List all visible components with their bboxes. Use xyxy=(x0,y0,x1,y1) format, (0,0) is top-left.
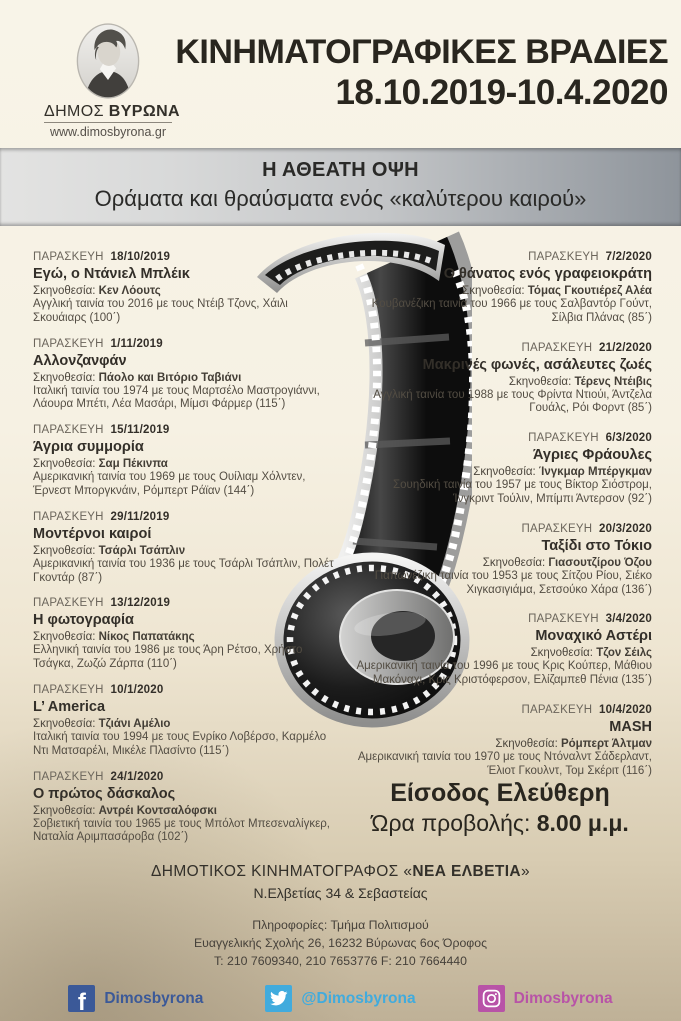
film-day-label: ΠΑΡΑΣΚΕΥΗ xyxy=(521,522,593,535)
twitter-icon[interactable] xyxy=(265,985,292,1012)
contact-phones-line: Τ: 210 7609340, 210 7653776 F: 210 7664440 xyxy=(213,953,467,968)
film-entry xyxy=(350,250,652,326)
poster-title-block xyxy=(175,33,668,113)
film-entry xyxy=(350,612,652,688)
film-description: Ιταλική ταινία του 1974 με τους Μαρτσέλο Μαστρογιάννι, Λάουρα Μπέτι, Λέα Μασάρι, Μίμσι Φάρμερ (115΄) xyxy=(33,384,320,411)
municipality-logo xyxy=(44,22,181,139)
film-date: 10/4/2020 xyxy=(599,703,652,716)
season-title: Η ΑΘΕΑΤΗ ΟΨΗ xyxy=(262,159,419,181)
film-description: Αμερικανική ταινία του 1996 με τους Κρις Κούπερ, Μάθιου Μακόναχι, Κρις Κριστόφερσον, Ελίζαμπεθ Πένια (135΄) xyxy=(356,660,652,687)
film-director-label: Σκηνοθεσία: xyxy=(33,285,96,297)
instagram-handle[interactable]: Dimosbyrona xyxy=(513,989,613,1007)
header xyxy=(0,0,681,148)
film-director: Τζον Σέιλς xyxy=(596,647,652,660)
social-bar xyxy=(0,976,681,1021)
film-director-label: Σκηνοθεσία: xyxy=(33,371,96,384)
facebook-handle[interactable]: Dimosbyrona xyxy=(104,989,204,1007)
film-day-label: ΠΑΡΑΣΚΕΥΗ xyxy=(33,337,104,350)
film-entry xyxy=(33,596,335,672)
film-date: 6/3/2020 xyxy=(605,432,652,445)
film-director: Νίκος Παπατάκης xyxy=(98,631,195,644)
film-title: Μοντέρνοι καιροί xyxy=(33,525,152,542)
film-description: Ελληνική ταινία του 1986 με τους Άρη Ρέτσο, Χρήστο Τσάγκα, Ζωζώ Ζάρπα (110΄) xyxy=(33,644,303,671)
film-entry xyxy=(33,337,335,413)
film-description: Αγγλική ταινία του 1988 με τους Φρίντα Ντιούι, Άντζελα Γουάλς, Ρόι Φορντ (85΄) xyxy=(373,388,652,415)
season-date-range: 18.10.2019-10.4.2020 xyxy=(335,73,668,112)
film-day-label: ΠΑΡΑΣΚΕΥΗ xyxy=(521,703,593,716)
season-band xyxy=(0,148,681,226)
film-director: Αντρέι Κοντσαλόφσκι xyxy=(98,804,217,817)
instagram-icon[interactable] xyxy=(478,985,505,1012)
film-description: Σουηδική ταινία του 1957 με τους Βίκτορ Σιόστρομ, Ίνγκριντ Τούλιν, Μπίμπι Άντερσον (92΄) xyxy=(393,479,652,505)
film-date: 15/11/2019 xyxy=(110,424,170,437)
film-director-label: Σκηνοθεσία: xyxy=(33,544,96,557)
film-director-label: Σκηνοθεσία: xyxy=(33,631,96,644)
film-director: Τζιάνι Αμέλιο xyxy=(98,717,171,730)
social-instagram[interactable] xyxy=(478,985,613,1012)
film-date: 7/2/2020 xyxy=(605,251,652,263)
film-director: Πάολο και Βιτόριο Ταβιάνι xyxy=(98,371,242,384)
film-day-label: ΠΑΡΑΣΚΕΥΗ xyxy=(521,341,593,354)
film-date: 13/12/2019 xyxy=(110,597,171,610)
film-director-label: Σκηνοθεσία: xyxy=(482,556,546,569)
film-director: Ρόμπερτ Άλτμαν xyxy=(560,737,652,750)
film-description: Γιαπωνέζικη ταινία του 1953 με τους Σίτζου Ρίου, Σιέκο Χιγκασιγιάμα, Σετσούκο Χάρα (136΄) xyxy=(374,569,652,596)
film-director: Κεν Λόουτς xyxy=(98,285,161,297)
film-day-label: ΠΑΡΑΣΚΕΥΗ xyxy=(33,683,104,696)
film-description: Αμερικανική ταινία του 1936 με τους Τσάρλι Τσάπλιν, Πολέτ Γκοντάρ (87΄) xyxy=(33,557,334,584)
film-director: Τέρενς Ντέιβις xyxy=(574,375,652,388)
contact-block xyxy=(0,902,681,976)
screening-time-line: Ώρα προβολής: 8.00 μ.μ. xyxy=(371,810,629,836)
film-description: Ιταλική ταινία του 1994 με τους Ενρίκο Λοβέρσο, Καρμέλο Ντι Ματσαρέλι, Μικέλε Πλασίντο (115΄) xyxy=(33,730,327,757)
municipality-website[interactable]: www.dimosbyrona.gr xyxy=(44,122,172,139)
film-description: Κουβανέζικη ταινία του 1966 με τους Σαλβαντόρ Γούντ, Σίλβια Πλάνας (85΄) xyxy=(371,298,652,324)
film-title: Ο θάνατος ενός γραφειοκράτη xyxy=(443,266,652,282)
film-director-label: Σκηνοθεσία: xyxy=(508,375,572,388)
film-director: Τσάρλι Τσάπλιν xyxy=(98,544,186,557)
film-entry xyxy=(33,250,335,326)
film-date: 10/1/2020 xyxy=(110,683,164,696)
film-director-label: Σκηνοθεσία: xyxy=(33,804,96,817)
film-director-label: Σκηνοθεσία: xyxy=(33,717,96,730)
film-day-label: ΠΑΡΑΣΚΕΥΗ xyxy=(33,251,104,263)
venue-address: Ν.Ελβετίας 34 & Σεβαστείας xyxy=(253,885,428,901)
film-description: Σοβιετική ταινία του 1965 με τους Μπόλοτ Μπεσεναλίγκερ, Ναταλία Αριμπασάροβα (102΄) xyxy=(33,817,330,844)
film-day-label: ΠΑΡΑΣΚΕΥΗ xyxy=(33,597,104,610)
film-title: Άγρια συμμορία xyxy=(33,439,144,456)
film-date: 3/4/2020 xyxy=(605,613,652,626)
film-title: Μοναχικό Αστέρι xyxy=(535,628,652,645)
contact-info-line: Πληροφορίες: Τμήμα Πολιτισμού xyxy=(252,918,429,932)
film-day-label: ΠΑΡΑΣΚΕΥΗ xyxy=(528,613,599,626)
film-entry xyxy=(33,510,335,586)
facebook-icon[interactable]: f xyxy=(68,985,95,1012)
film-day-label: ΠΑΡΑΣΚΕΥΗ xyxy=(33,510,104,523)
film-entry xyxy=(33,770,335,846)
film-day-label: ΠΑΡΑΣΚΕΥΗ xyxy=(528,432,599,445)
film-date: 24/1/2020 xyxy=(110,770,164,783)
twitter-handle[interactable]: @Dimosbyrona xyxy=(301,989,416,1007)
page-title: ΚΙΝΗΜΑΤΟΓΡΑΦΙΚΕΣ ΒΡΑΔΙΕΣ xyxy=(175,33,668,71)
film-description: Αγγλική ταινία του 2016 με τους Ντέιβ Τζονς, Χάιλι Σκουάιαρς (100΄) xyxy=(33,298,288,324)
film-director: Τόμας Γκουτιέρεζ Αλέα xyxy=(527,285,652,297)
venue-block xyxy=(0,846,681,902)
film-director-label: Σκηνοθεσία: xyxy=(33,458,96,471)
season-subtitle: Οράματα και θραύσματα ενός «καλύτερου καιρού» xyxy=(94,186,587,211)
film-title: Ο πρώτος δάσκαλος xyxy=(33,785,176,802)
film-title: L’ America xyxy=(33,698,106,715)
film-entry xyxy=(350,522,652,598)
film-entry xyxy=(350,341,652,417)
film-title: Αλλονζανφάν xyxy=(33,352,127,369)
film-entry xyxy=(33,423,335,499)
municipality-name: ΔΗΜΟΣ ΒΥΡΩΝΑ xyxy=(44,103,181,120)
byron-portrait-icon xyxy=(67,22,149,100)
free-admission-line: Είσοδος Ελεύθερη xyxy=(390,779,610,807)
film-day-label: ΠΑΡΑΣΚΕΥΗ xyxy=(33,424,104,437)
venue-name: ΔΗΜΟΤΙΚΟΣ ΚΙΝΗΜΑΤΟΓΡΑΦΟΣ «ΝΕΑ ΕΛΒΕΤΙΑ» xyxy=(150,863,531,880)
film-date: 1/11/2019 xyxy=(110,337,163,350)
film-day-label: ΠΑΡΑΣΚΕΥΗ xyxy=(528,251,599,263)
contact-address-line: Ευαγγελικής Σχολής 26, 16232 Βύρωνας 6ος Όροφος xyxy=(193,935,488,950)
film-title: Εγώ, ο Ντάνιελ Μπλέικ xyxy=(33,266,190,282)
film-director-label: Σκηνοθεσία: xyxy=(495,737,558,750)
social-facebook[interactable] xyxy=(68,985,203,1012)
film-date: 21/2/2020 xyxy=(599,341,652,354)
film-director-label: Σκηνοθεσία: xyxy=(473,466,536,479)
film-director-label: Σκηνοθεσία: xyxy=(462,285,525,297)
film-date: 18/10/2019 xyxy=(110,251,171,263)
film-title: Η φωτογραφία xyxy=(33,612,134,629)
film-description: Αμερικανική ταινία του 1969 με τους Ουίλιαμ Χόλντεν, Έρνεστ Μποργκνάιν, Ρόμπερτ Ράϊαν (144΄) xyxy=(33,471,306,497)
film-director: Ίνγκμαρ Μπέργκμαν xyxy=(538,466,652,479)
social-twitter[interactable] xyxy=(265,985,415,1012)
films-left-column xyxy=(33,250,335,844)
film-director-label: Σκηνοθεσία: xyxy=(530,647,593,660)
film-entry xyxy=(350,431,652,507)
films-right-column xyxy=(350,250,652,778)
film-title: Ταξίδι στο Τόκιο xyxy=(541,537,652,554)
film-date: 20/3/2020 xyxy=(599,522,652,535)
film-title: Άγριες Φράουλες xyxy=(532,447,652,464)
film-title: Μακρινές φωνές, ασάλευτες ζωές xyxy=(422,356,652,373)
film-director: Γιασουτζίρου Όζου xyxy=(548,556,652,569)
screening-time: 8.00 μ.μ. xyxy=(536,810,629,836)
film-day-label: ΠΑΡΑΣΚΕΥΗ xyxy=(33,770,104,783)
film-entry xyxy=(350,703,652,779)
film-description: Αμερικανική ταινία του 1970 με τους Ντόναλντ Σάδερλαντ, Έλιοτ Γκουλντ, Τομ Σκέριτ (116΄) xyxy=(357,750,652,777)
admission-info xyxy=(328,778,672,846)
film-entry xyxy=(33,683,335,759)
film-date: 29/11/2019 xyxy=(110,510,170,523)
film-director: Σαμ Πέκινπα xyxy=(98,458,168,471)
film-title: MASH xyxy=(609,718,652,735)
